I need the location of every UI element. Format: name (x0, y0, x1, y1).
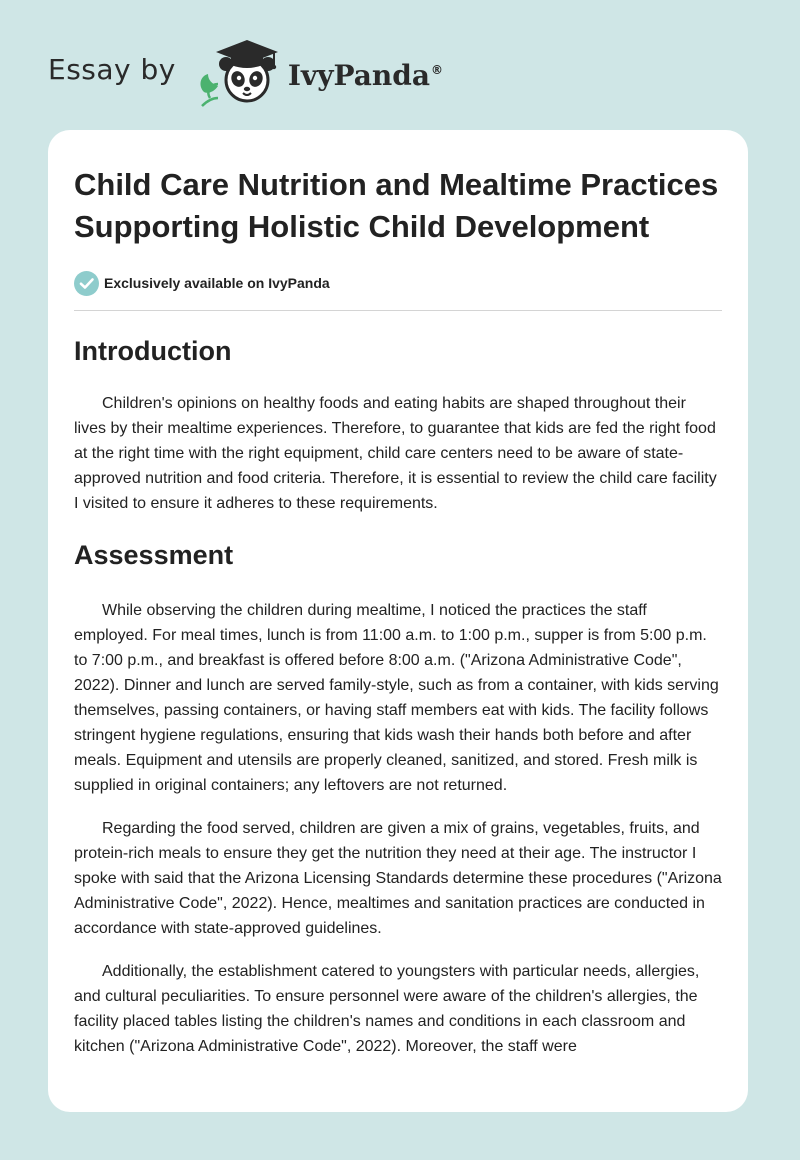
assessment-paragraph-3: Additionally, the establishment catered to youngsters with particular needs, allergies, and cultural peculiarities. To ensure personnel were aware of the children's allergies, the facility placed tables listing the children's names and conditions in each classroom and kitchen ("Arizona Administrative Code", 2022). Moreover, the staff were (74, 963, 700, 1055)
essay-card (48, 130, 748, 1112)
section-heading-assessment: Assessment (74, 540, 234, 570)
title-divider (74, 310, 722, 311)
assessment-paragraph-1: While observing the children during mealtime, I noticed the practices the staff employed. For meal times, lunch is from 11:00 a.m. to 1:00 p.m., supper is from 5:00 p.m. to 7:00 p.m., and breakfast is offered before 8:00 a.m. ("Arizona Administrative Code", 2022). Dinner and lunch are served family-style, such as from a container, with kids serving themselves, passing containers, or having staff members eat with kids. The facility follows stringent hygiene regulations, ensuring that kids wash their hands both before and after meals. Equipment and utensils are properly cleaned, sanitized, and stored. Fresh milk is supplied in original containers; any leftovers are not returned. (74, 602, 719, 794)
brand-name-text: IvyPanda (287, 58, 431, 92)
exclusive-label: Exclusively available on IvyPanda (104, 275, 330, 291)
check-circle-icon (74, 271, 99, 296)
site-brand[interactable] (48, 36, 443, 108)
brand-name (288, 59, 443, 92)
brand-prefix: Essay by (48, 52, 176, 86)
brand-registered-mark: ® (431, 63, 444, 78)
panda-mascot-icon (194, 36, 286, 108)
assessment-paragraph-2: Regarding the food served, children are given a mix of grains, vegetables, fruits, and protein-rich meals to ensure they get the nutrition they need at their age. The instructor I spoke with said that the Arizona Licensing Standards determine these procedures ("Arizona Administrative Code", 2022). Hence, mealtimes and sanitation practices are conducted in accordance with state-approved guidelines. (74, 820, 722, 937)
essay-title: Child Care Nutrition and Mealtime Practices Supporting Holistic Child Development (74, 167, 719, 244)
section-heading-introduction: Introduction (74, 336, 232, 366)
exclusive-badge (74, 270, 722, 296)
introduction-paragraph: Children's opinions on healthy foods and eating habits are shaped throughout their lives by their mealtime experiences. Therefore, to guarantee that kids are fed the right food at the right time with the right equipment, child care centers need to be aware of state-approved nutrition and food criteria. Therefore, it is essential to review the child care facility I visited to ensure it adheres to these requirements. (74, 395, 717, 512)
essay-content (48, 130, 748, 1059)
